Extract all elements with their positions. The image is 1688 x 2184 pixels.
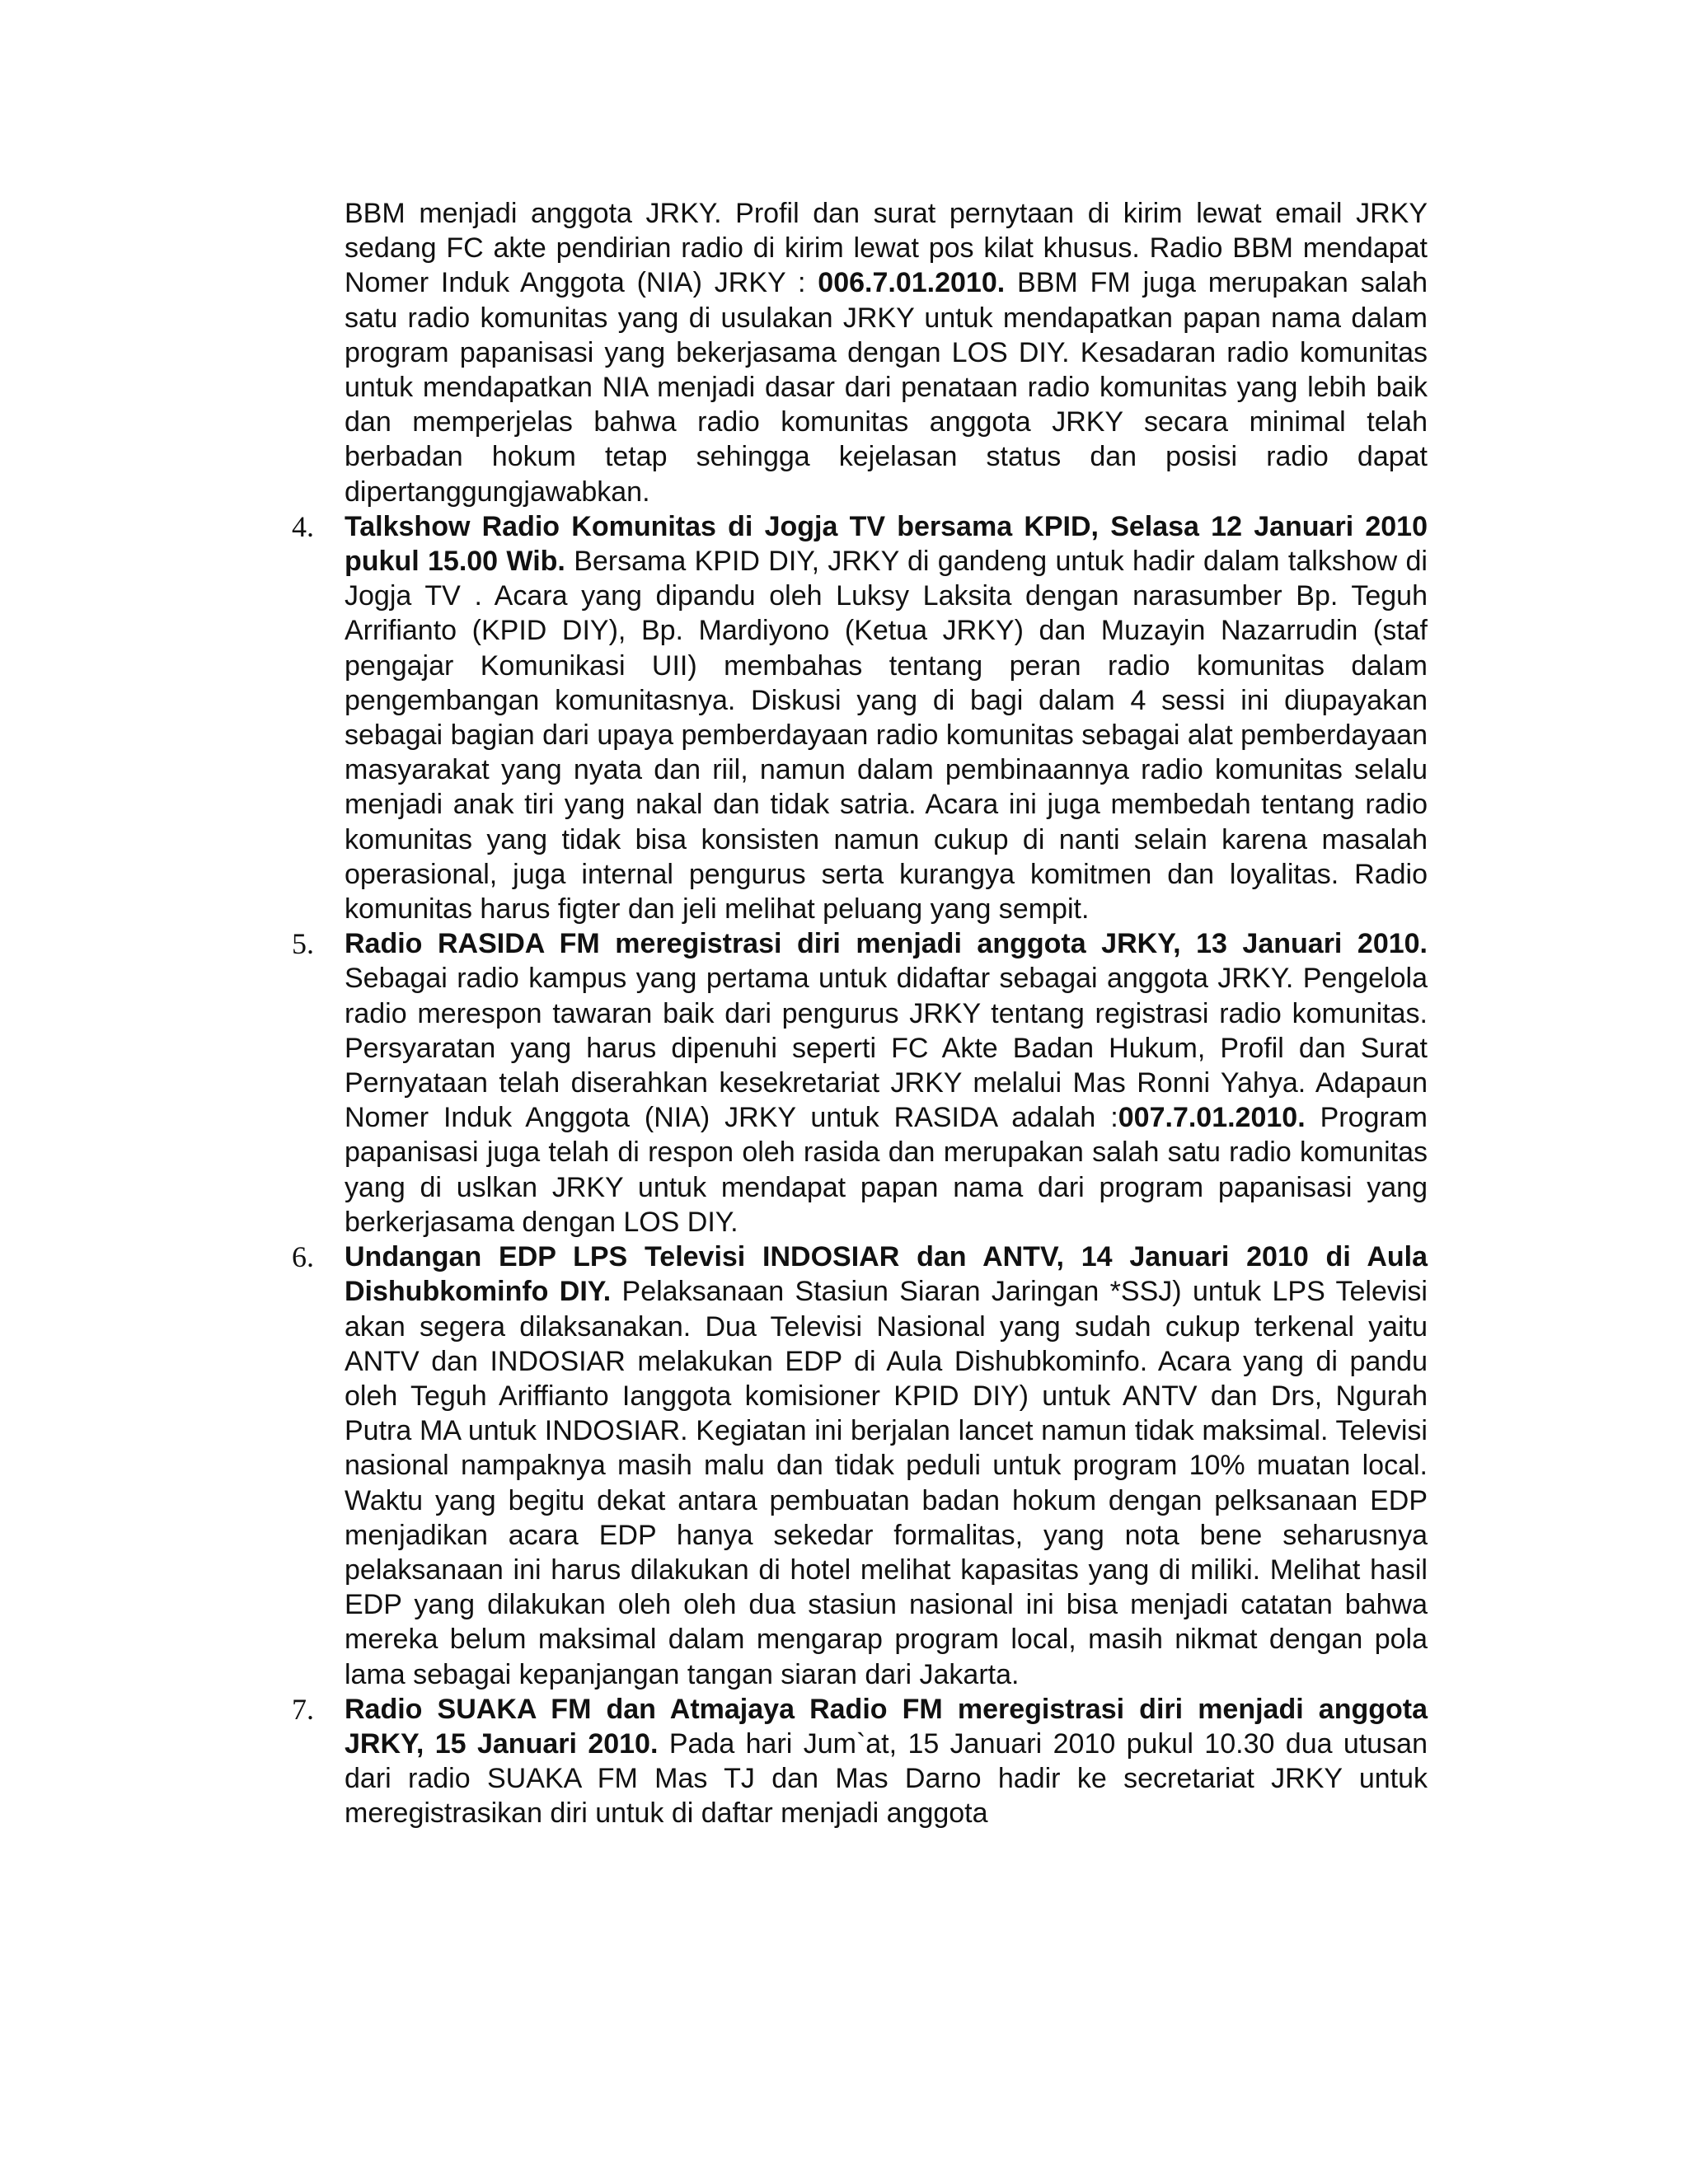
list-item-5-text: Sebagai radio kampus yang pertama untuk didaftar sebagai anggota JRKY. Pengelola radio merespon tawaran baik dari pengurus JRKY tentang registrasi radio komunitas. Persyaratan yang harus dipenuhi seperti FC Akte Badan Hukum, Profil dan Surat Pernyataan telah diserahkan kesekretariat JRKY melalui Mas Ronni Yahya. Adapaun Nomer Induk Anggota (NIA) JRKY untuk RASIDA adalah : [345, 963, 1428, 1134]
list-item-5-text-2: Program papanisasi juga telah di respon oleh rasida dan merupakan salah satu radio komunitas yang di uslkan JRKY untuk mendapat papan nama dari program papanisasi yang berkerjasama dengan LOS DIY. [345, 1102, 1428, 1238]
document-body [292, 196, 1428, 1831]
list-item-4-heading: Talkshow Radio Komunitas di Jogja TV bersama KPID, Selasa 12 Januari 2010 pukul 15.00 Wib. [345, 510, 1428, 578]
intro-text-b: BBM FM juga merupakan salah satu radio komunitas yang di usulakan JRKY untuk mendapatkan papan nama dalam program papanisasi yang bekerjasama dengan LOS DIY. Kesadaran radio komunitas untuk mendapatkan NIA menjadi dasar dari penataan radio komunitas yang lebih baik dan memperjelas bahwa radio komunitas anggota JRKY secara minimal telah berbadan hokum tetap sehingga kejelasan status dan posisi radio dapat dipertanggungjawabkan. [345, 267, 1428, 508]
intro-text-a: BBM menjadi anggota JRKY. Profil dan surat pernytaan di kirim lewat email JRKY sedang FC akte pendirian radio di kirim lewat pos kilat khusus. Radio BBM mendapat Nomer Induk Anggota (NIA) JRKY : [345, 198, 1428, 299]
list-item-4-text: Bersama KPID DIY, JRKY di gandeng untuk hadir dalam talkshow di Jogja TV . Acara yang dipandu oleh Luksy Laksita dengan narasumber Bp. Teguh Arrifianto (KPID DIY), Bp. Mardiyono (Ketua JRKY) dan Muzayin Nazarrudin (staf pengajar Komunikasi UII) membahas tentang peran radio komunitas dalam pengembangan komunitasnya. Diskusi yang di bagi dalam 4 sessi ini diupayakan sebagai bagian dari upaya pemberdayaan radio komunitas sebagai alat pemberdayaan masyarakat yang nyata dan riil, namun dalam pembinaannya radio komunitas selalu menjadi anak tiri yang nakal dan tidak satria. Acara ini juga membedah tentang radio komunitas yang tidak bisa konsisten namun cukup di nanti selain karena masalah operasional, juga internal pengurus serta kurangya komitmen dan loyalitas. Radio komunitas harus figter dan jeli melihat peluang yang sempit. [345, 546, 1428, 926]
list-item-4 [292, 509, 1428, 926]
list-item-7-text: Pada hari Jum`at, 15 Januari 2010 pukul 10.30 dua utusan dari radio SUAKA FM Mas TJ dan Mas Darno hadir ke secretariat JRKY untuk meregistrasikan diri untuk di daftar menjadi anggota [345, 1727, 1428, 1830]
intro-nia-number: 006.7.01.2010. [818, 267, 1006, 299]
list-number-4: 4. [292, 509, 314, 543]
list-item-7 [292, 1692, 1428, 1831]
intro-paragraph [345, 196, 1428, 509]
list-item-5 [292, 926, 1428, 1240]
list-number-7: 7. [292, 1692, 314, 1726]
list-number-5: 5. [292, 927, 314, 961]
list-item-6-heading: Undangan EDP LPS Televisi INDOSIAR dan ANTV, 14 Januari 2010 di Aula Dishubkominfo DIY. [345, 1241, 1428, 1308]
list-item-5-nia-number: 007.7.01.2010. [1118, 1102, 1306, 1134]
list-item-5-heading: Radio RASIDA FM meregistrasi diri menjadi anggota JRKY, 13 Januari 2010. [345, 928, 1428, 960]
list-number-6: 6. [292, 1240, 314, 1274]
list-item-6 [292, 1240, 1428, 1692]
list-item-6-text: Pelaksanaan Stasiun Siaran Jaringan *SSJ) untuk LPS Televisi akan segera dilaksanakan. Dua Televisi Nasional yang sudah cukup terkenal yaitu ANTV dan INDOSIAR melakukan EDP di Aula Dishubkominfo. Acara yang di pandu oleh Teguh Ariffianto Ianggota komisioner KPID DIY) untuk ANTV dan Drs, Ngurah Putra MA untuk INDOSIAR. Kegiatan ini berjalan lancet namun tidak maksimal. Televisi nasional nampaknya masih malu dan tidak peduli untuk program 10% muatan local. Waktu yang begitu dekat antara pembuatan badan hokum dengan pelksanaan EDP menjadikan acara EDP hanya sekedar formalitas, yang nota bene seharusnya pelaksanaan ini harus dilakukan di hotel melihat kapasitas yang di miliki. Melihat hasil EDP yang dilakukan oleh oleh dua stasiun nasional ini bisa menjadi catatan bahwa mereka belum maksimal dalam mengarap program local, masih nikmat dengan pola lama sebagai kepanjangan tangan siaran dari Jakarta. [345, 1276, 1428, 1690]
list-item-7-heading: Radio SUAKA FM dan Atmajaya Radio FM meregistrasi diri menjadi anggota JRKY, 15 Januari 2010. [345, 1693, 1428, 1760]
